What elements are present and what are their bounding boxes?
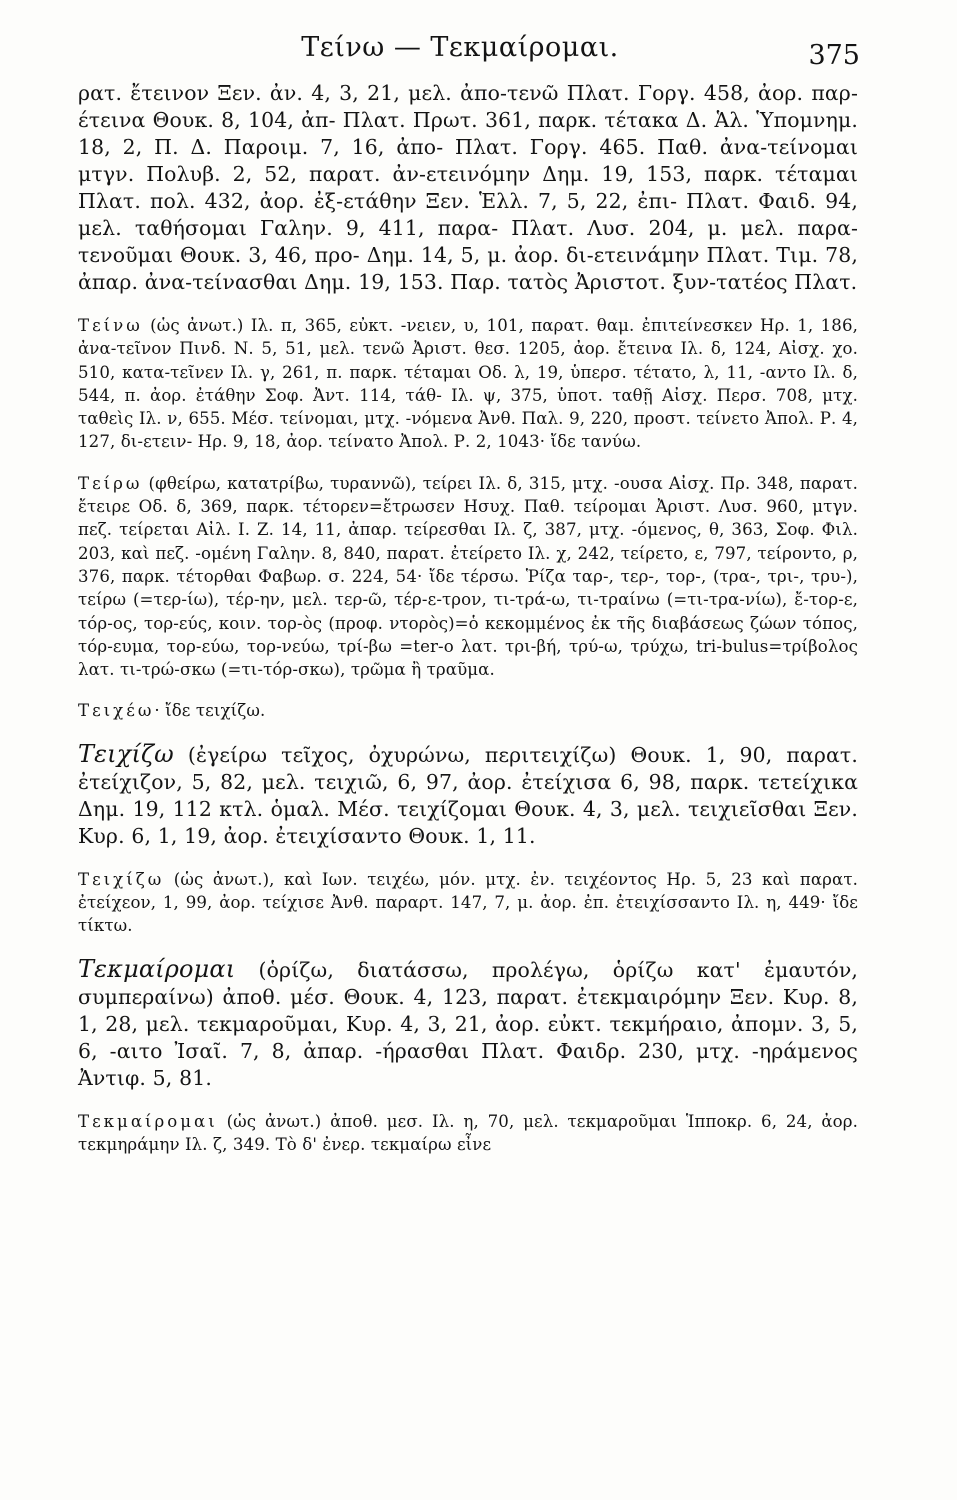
page-header — [60, 20, 860, 80]
entry-teino-poetic — [78, 314, 858, 454]
entry-text: (ὡς ἀνωτ.) ἀποθ. μεσ. Ιλ. η, 70, μελ. τεκμαροῦμαι Ἱπποκρ. 6, 24, ἀορ. τεκμηράμην Ιλ. ζ, 349. Τὸ δ' ἐνερ. τεκμαίρω εἶνε — [78, 1111, 858, 1154]
entry-headword: Τειχίζω — [78, 869, 165, 889]
entry-text: ρατ. ἔτεινον Ξεν. ἀν. 4, 3, 21, μελ. ἀπο-τενῶ Πλατ. Γοργ. 458, ἀορ. παρ-έτεινα Θουκ. 8, 104, ἀπ- Πλατ. Πρωτ. 361, παρκ. τέτακα Δ. Ἁλ. Ὑπομνημ. 18, 2, Π. Δ. Παροιμ. 7, 16, ἀπο- Πλατ. Γοργ. 465. Παθ. ἀνα-τείνομαι μτγν. Πολυβ. 2, 52, παρατ. ἀν-ετεινόμην Δημ. 19, 153, παρκ. τέταμαι Πλατ. πολ. 432, ἀορ. ἐξ-ετάθην Ξεν. Ἑλλ. 7, 5, 22, ἐπι- Πλατ. Φαιδ. 94, μελ. ταθήσομαι Γαλην. 9, 411, παρα- Πλατ. Λυσ. 204, μ. μελ. παρα-τενοῦμαι Θουκ. 3, 46, προ- Δημ. 14, 5, μ. ἀορ. δι-ετεινάμην Πλατ. Τιμ. 78, ἀπαρ. ἀνα-τείνασθαι Δημ. 19, 153. Παρ. τατὸς Ἀριστοτ. ξυν-τατέος Πλατ. — [78, 81, 858, 294]
entry-text: (ὡς ἀνωτ.), καὶ Ιων. τειχέω, μόν. μτχ. ἐν. τειχέοντος Ηρ. 5, 23 καὶ παρατ. ἐτείχεον, 1, 99, ἀορ. τείχισε Ἀνθ. παραρτ. 147, 7, μ. ἀορ. ἐπ. ἐτειχίσσαντο Ιλ. η, 449· ἴδε τίκτω. — [78, 869, 858, 936]
entry-text: · ἴδε τειχίζω. — [154, 701, 266, 721]
entry-tekmairomai — [78, 956, 858, 1092]
entry-headword: Τειχέω — [78, 701, 155, 721]
entry-headword: Τεκμαίρομαι — [78, 1111, 218, 1131]
page-number: 375 — [808, 40, 860, 71]
entry-text: (ἐγείρω τεῖχος, ὀχυρώνω, περιτειχίζω) Θουκ. 1, 90, παρατ. ἐτείχιζον, 5, 82, μελ. τειχιῶ, 6, 97, ἀορ. ἐτείχισα 6, 98, παρκ. τετείχικα Δημ. 19, 112 κτλ. ὁμαλ. Μέσ. τειχίζομαι Θουκ. 4, 3, μελ. τειχιεῖσθαι Ξεν. Κυρ. 6, 1, 19, ἀορ. ἐτειχίσαντο Θουκ. 1, 11. — [78, 742, 858, 848]
page-body — [78, 80, 858, 1174]
entry-headword: Τεκμαίρομαι — [78, 954, 236, 983]
entry-tekmairomai-poetic — [78, 1110, 858, 1157]
entry-text: (φθείρω, κατατρίβω, τυραννῶ), τείρει Ιλ. δ, 315, μτχ. -ουσα Αἰσχ. Πρ. 348, παρατ. ἔτειρε Οδ. δ, 369, παρκ. τέτορεν=ἔτρωσεν Ησυχ. Παθ. τείρομαι Ἀριστ. Λυσ. 960, μτγν. πεζ. τείρεται Αἰλ. Ι. Ζ. 14, 11, ἀπαρ. τείρεσθαι Ιλ. ζ, 387, μτχ. -όμενος, θ, 363, Σοφ. Φιλ. 203, καὶ πεζ. -ομένη Γαλην. 8, 840, παρατ. ἐτείρετο Ιλ. χ, 242, τείρετο, ε, 797, τείροντο, ρ, 376, παρκ. τέτορθαι Φαβωρ. σ. 224, 54· ἴδε τέρσω. Ῥίζα ταρ-, τερ-, τορ-, (τρα-, τρι-, τρυ-), τείρω (=τερ-ίω), τέρ-ην, μελ. τερ-ῶ, τέρ-ε-τρον, τι-τρά-ω, τι-τραίνω (=τι-τρα-νίω), ἔ-τορ-ε, τόρ-ος, τορ-εύς, κοιν. τορ-ὸς (προφ. ντορὸς)=ὁ κεκομμένος ἐκ τῆς διαβάσεως ζώων τόπος, τόρ-ευμα, τορ-εύω, τορ-νεύω, τρί-βω =ter-o λατ. τρι-βή, τρύ-ω, τρύχω, tri-bulus=τρίβολος λατ. τι-τρώ-σκω (=τι-τόρ-σκω), τρῶμα ἢ τραῦμα. — [78, 473, 858, 680]
entry-headword: Τειχίζω — [78, 739, 174, 768]
entry-headword: Τείνω — [78, 316, 143, 335]
running-title: Τείνω — Τεκμαίρομαι. — [301, 32, 619, 63]
entry-text: (ὁρίζω, διατάσσω, προλέγω, ὁρίζω κατ' ἐμαυτόν, συμπεραίνω) ἀποθ. μέσ. Θουκ. 4, 123, παρατ. ἐτεκμαιρόμην Ξεν. Κυρ. 8, 1, 28, μελ. τεκμαροῦμαι, Κυρ. 4, 3, 21, ἀορ. εὐκτ. τεκμήραιο, ἀπομν. 3, 5, 6, -αιτο Ἰσαῖ. 7, 8, ἀπαρ. -ήρασθαι Πλατ. Φαιδρ. 230, μτχ. -ηράμενος Ἀντιφ. 5, 81. — [78, 957, 858, 1090]
entry-teichizo-poetic — [78, 868, 858, 938]
entry-teicheo — [78, 699, 858, 722]
entry-teiro — [78, 472, 858, 682]
entry-teino-continuation — [78, 80, 858, 296]
entry-teichizo — [78, 741, 858, 850]
entry-text: (ὡς ἀνωτ.) Ιλ. π, 365, εὐκτ. -νειεν, υ, 101, παρατ. θαμ. ἐπιτείνεσκεν Ηρ. 1, 186, ἀνα-τεῖνον Πινδ. Ν. 5, 51, μελ. τενῶ Ἀριστ. θεσ. 1205, ἀορ. ἔτεινα Ιλ. δ, 124, Αἰσχ. χο. 510, κατα-τεῖνεν Ιλ. γ, 261, π. παρκ. τέταμαι Οδ. λ, 19, ὑπερσ. τέτατο, λ, 11, -αντο Ιλ. δ, 544, π. ἀορ. ἐτάθην Σοφ. Ἀντ. 114, τάθ- Ιλ. ψ, 375, ὑποτ. ταθῇ Αἰσχ. Περσ. 708, μτχ. ταθεὶς Ιλ. ν, 655. Μέσ. τείνομαι, μτχ. -νόμενα Ἀνθ. Παλ. 9, 220, προστ. τείνετο Ἀπολ. Ρ. 4, 127, δι-ετειν- Ηρ. 9, 18, ἀορ. τείνατο Ἀπολ. Ρ. 2, 1043· ἴδε τανύω. — [78, 316, 858, 452]
entry-headword: Τείρω — [78, 473, 143, 493]
